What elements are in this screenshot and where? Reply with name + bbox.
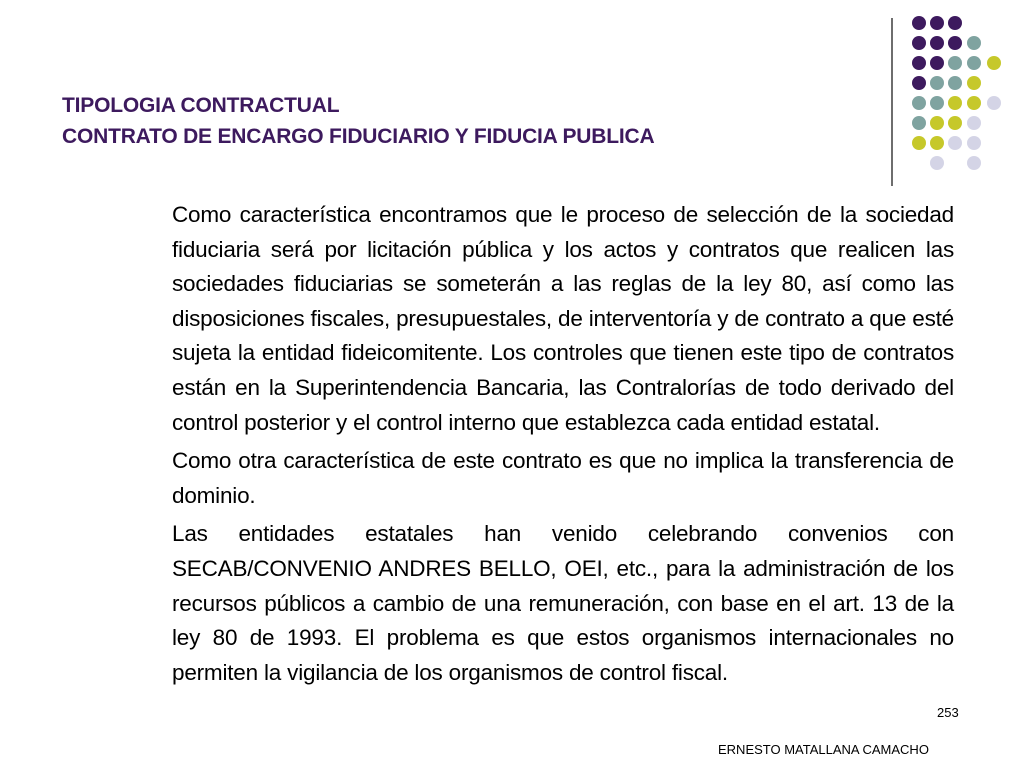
title-line-1: TIPOLOGIA CONTRACTUAL [62, 94, 340, 117]
decorative-dot [930, 96, 944, 110]
title-line-2: CONTRATO DE ENCARGO FIDUCIARIO Y FIDUCIA PUBLICA [62, 125, 655, 148]
decorative-divider [891, 18, 893, 186]
decorative-dot [948, 56, 962, 70]
decorative-dot [930, 16, 944, 30]
decorative-dot [948, 16, 962, 30]
slide-title [62, 90, 654, 152]
decorative-dot [967, 76, 981, 90]
decorative-dot [930, 156, 944, 170]
decorative-dot [930, 136, 944, 150]
decorative-dot [948, 116, 962, 130]
decorative-dot [912, 36, 926, 50]
decorative-dot [930, 56, 944, 70]
decorative-dot [948, 136, 962, 150]
decorative-dot [912, 96, 926, 110]
decorative-dot [912, 56, 926, 70]
decorative-dot [967, 116, 981, 130]
decorative-dot [912, 76, 926, 90]
body-paragraph-2: Como otra característica de este contrato es que no implica la transferencia de dominio. [172, 448, 954, 508]
decorative-dot [987, 96, 1001, 110]
body-paragraph-3: Las entidades estatales han venido celebrando convenios con SECAB/CONVENIO ANDRES BELLO, OEI, etc., para la administración de los recursos públicos a cambio de una remuneración, con base en el art. 13 de la ley 80 de 1993. El problema es que estos organismos internacionales no permiten la vigilancia de los organismos de control fiscal. [172, 521, 954, 685]
decorative-dot [948, 36, 962, 50]
decorative-dot [967, 136, 981, 150]
decorative-dot [930, 116, 944, 130]
decorative-dot [948, 76, 962, 90]
body-paragraph-1: Como característica encontramos que le proceso de selección de la sociedad fiduciaria será por licitación pública y los actos y contratos que realicen las sociedades fiduciarias se someterán a las reglas de la ley 80, así como las disposiciones fiscales, presupuestales, de interventoría y de contrato a que esté sujeta la entidad fideicomitente. Los controles que tienen este tipo de contratos están en la Superintendencia Bancaria, las Contralorías de todo derivado del control posterior y el control interno que establezca cada entidad estatal. [172, 202, 954, 435]
author-footer: ERNESTO MATALLANA CAMACHO [718, 742, 929, 757]
decorative-dot [967, 56, 981, 70]
slide-body [172, 198, 954, 694]
decorative-dot [967, 156, 981, 170]
decorative-dot [967, 36, 981, 50]
decorative-dot [948, 96, 962, 110]
decorative-dot [930, 36, 944, 50]
decorative-dot [912, 136, 926, 150]
decorative-dot [912, 116, 926, 130]
decorative-dot [967, 96, 981, 110]
decorative-dot [912, 16, 926, 30]
page-number: 253 [937, 705, 959, 720]
decorative-dot [987, 56, 1001, 70]
decorative-dot [930, 76, 944, 90]
